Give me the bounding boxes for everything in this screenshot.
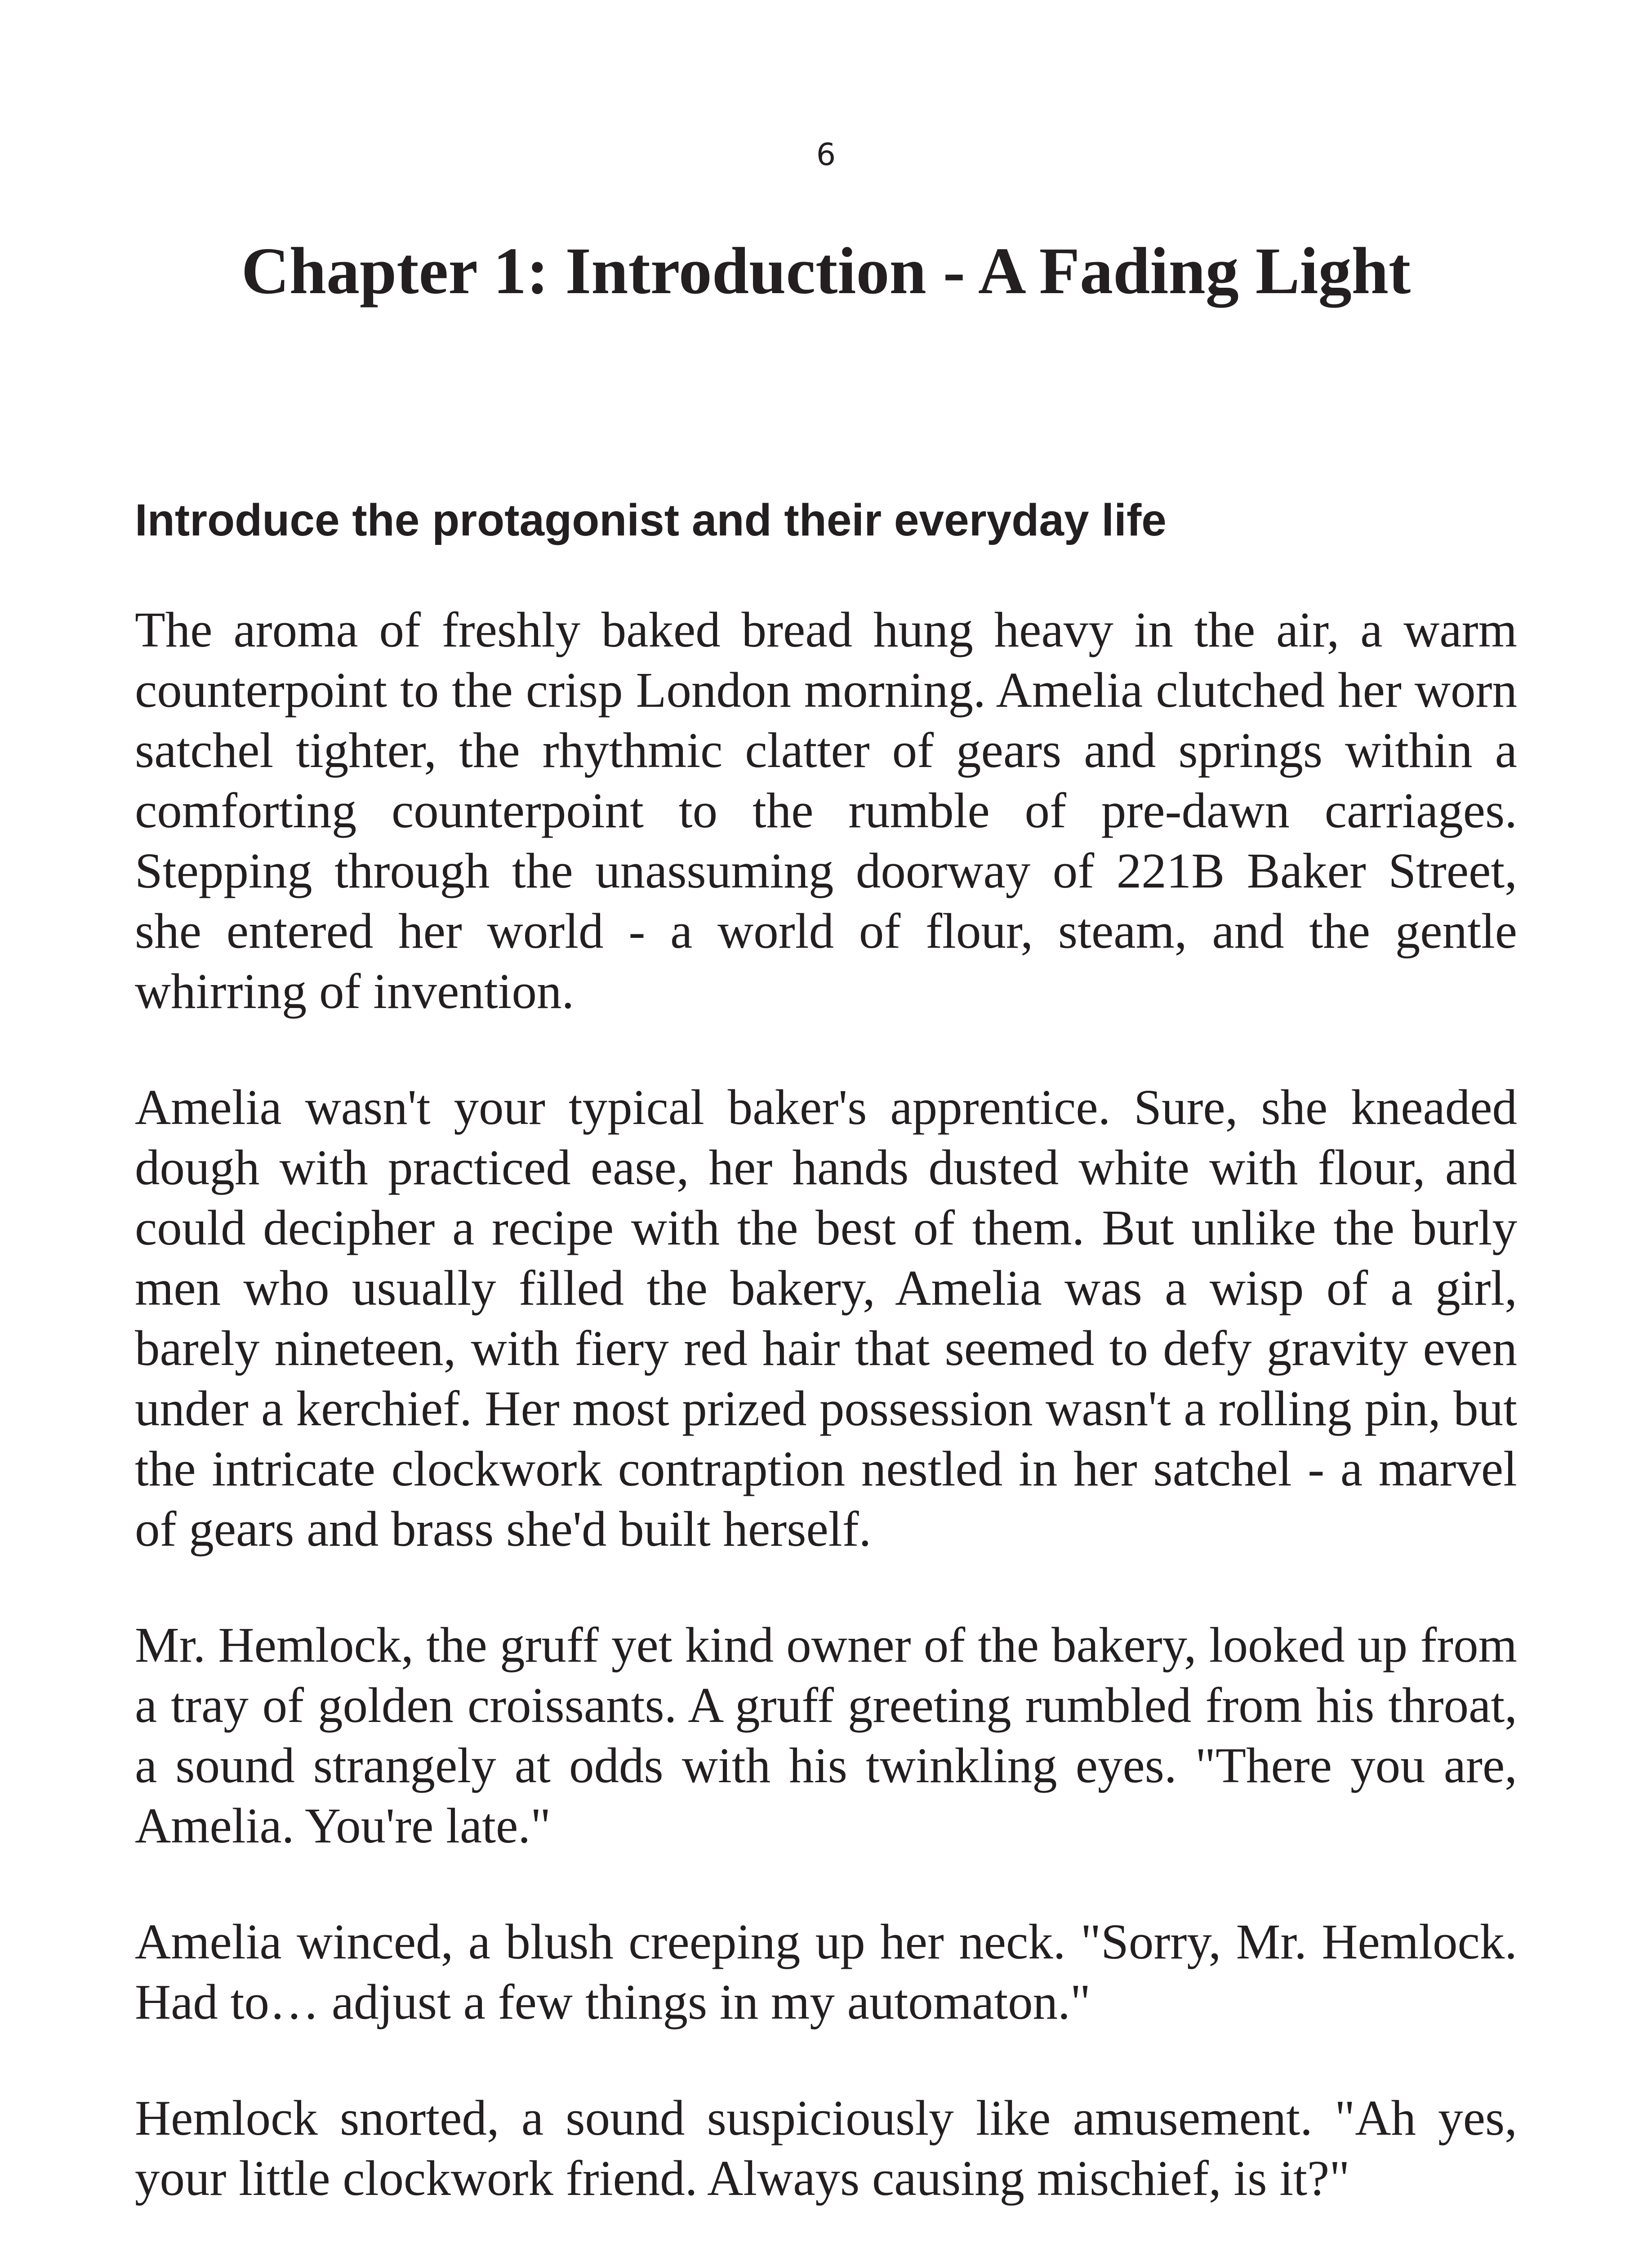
paragraph-4: Amelia winced, a blush creeping up her neck. "Sorry, Mr. Hemlock. Had to… adjust a few things in my automaton." (135, 1914, 1517, 2030)
chapter-title: Chapter 1: Introduction - A Fading Light (241, 234, 1411, 308)
paragraph-1: The aroma of freshly baked bread hung heavy in the air, a warm counterpoint to the crisp London morning. Amelia clutched her worn satchel tighter, the rhythmic clatter of gears and springs within a comforting counterpoint to the rumble of pre-dawn carriages. Stepping through the unassuming doorway of 221B Baker Street, she entered her world - a world of flour, steam, and the gentle whirring of invention. (135, 602, 1517, 1019)
paragraph-2: Amelia wasn't your typical baker's apprentice. Sure, she kneaded dough with practiced ease, her hands dusted white with flour, and could decipher a recipe with the best of them. But unlike the burly men who usually filled the bakery, Amelia was a wisp of a girl, barely nineteen, with fiery red hair that seemed to defy gravity even under a kerchief. Her most prized possession wasn't a rolling pin, but the intricate clockwork contraption nestled in her satchel - a marvel of gears and brass she'd built herself. (135, 1080, 1517, 1557)
paragraph-5: Hemlock snorted, a sound suspiciously like amusement. "Ah yes, your little clockwork friend. Always causing mischief, is it?" (135, 2091, 1517, 2206)
page-number: 6 (816, 137, 836, 173)
body-text (135, 600, 1517, 2248)
section-heading: Introduce the protagonist and their everyday life (135, 495, 1167, 545)
paragraph-3: Mr. Hemlock, the gruff yet kind owner of the bakery, looked up from a tray of golden croissants. A gruff greeting rumbled from his throat, a sound strangely at odds with his twinkling eyes. "There you are, Amelia. You're late." (135, 1618, 1517, 1854)
